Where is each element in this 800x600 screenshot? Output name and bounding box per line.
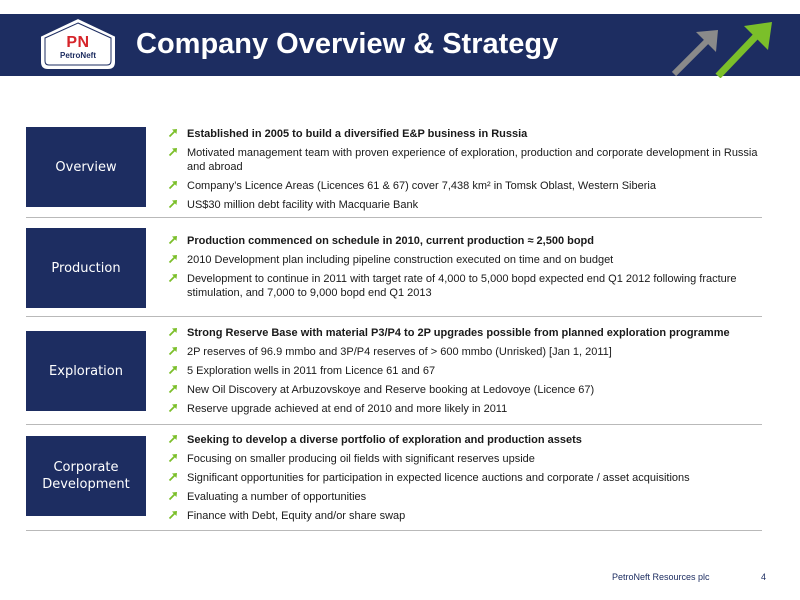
section-divider [26,530,762,531]
bullet-text: New Oil Discovery at Arbuzovskoye and Reserve booking at Ledovoye (Licence 67) [187,384,595,396]
green-arrow-icon [168,434,178,444]
bullet-text: Development to continue in 2011 with target rate of 4,000 to 5,000 bopd expected end Q1 2012 following fracture stimulation, and 7,000 to 9,000 bopd end Q1 2013 [187,273,737,299]
page-number: 4 [761,572,767,582]
bullet-list [146,433,762,528]
bullet-list [146,326,762,421]
bullet-item [146,234,762,248]
label-line: Corporate [53,460,119,475]
bullet-item [146,490,762,504]
section-corporate-development [26,430,762,530]
bullet-item [146,326,762,340]
green-arrow-icon [168,510,178,520]
green-arrow-icon [168,453,178,463]
bullet-item [146,452,762,466]
green-arrow-icon [168,128,178,138]
green-arrow-icon [168,491,178,501]
green-arrow-icon [168,403,178,413]
section-production [26,228,762,314]
petroneft-logo [38,16,118,72]
growth-arrows-icon [668,18,778,78]
label-line: Production [51,260,121,276]
bullet-item [146,433,762,447]
bullet-item [146,179,762,193]
bullet-text: Reserve upgrade achieved at end of 2010 and more likely in 2011 [187,403,508,415]
section-label-overview [26,127,146,207]
section-overview [26,124,762,214]
bullet-item [146,198,762,212]
section-label-corporate-development [26,436,146,516]
label-line: Overview [55,159,117,175]
bullet-item [146,364,762,378]
bullet-list [146,127,762,217]
section-exploration [26,324,762,424]
green-arrow-icon [168,180,178,190]
green-arrow-icon [168,384,178,394]
section-label-exploration [26,331,146,411]
bullet-item [146,253,762,267]
bullet-text: US$30 million debt facility with Macquarie Bank [187,199,419,211]
label-line: Development [42,477,130,492]
section-label-production [26,228,146,308]
logo-initials: PN [66,34,90,51]
bullet-text: Motivated management team with proven experience of exploration, production and corporate development in Russia and abroad [187,147,758,173]
green-arrow-icon [168,199,178,209]
bullet-text: 2010 Development plan including pipeline construction executed on time and on budget [187,254,614,266]
green-arrow-icon [168,147,178,157]
green-arrow-icon [168,472,178,482]
bullet-item [146,402,762,416]
bullet-item [146,509,762,523]
green-arrow-icon [168,235,178,245]
section-divider [26,424,762,425]
bullet-text: Evaluating a number of opportunities [187,491,367,503]
bullet-item [146,272,762,300]
bullet-item [146,127,762,141]
green-arrow-icon [168,254,178,264]
bullet-text: 2P reserves of 96.9 mmbo and 3P/P4 reserves of > 600 mmbo (Unrisked) [Jan 1, 2011] [187,346,612,358]
bullet-text: Production commenced on schedule in 2010, current production ≈ 2,500 bopd [187,235,594,247]
bullet-item [146,345,762,359]
bullet-text: Established in 2005 to build a diversified E&P business in Russia [187,128,528,140]
footer-company: PetroNeft Resources plc [612,572,710,582]
green-arrow-icon [168,327,178,337]
bullet-list [146,234,762,305]
green-arrow-icon [168,273,178,283]
bullet-text: Strong Reserve Base with material P3/P4 to 2P upgrades possible from planned exploration programme [187,327,730,339]
section-divider [26,316,762,317]
green-arrow-icon [168,365,178,375]
bullet-text: Significant opportunities for participation in expected licence auctions and corporate / asset acquisitions [187,472,690,484]
bullet-item [146,471,762,485]
section-divider [26,217,762,218]
green-arrow-icon [168,346,178,356]
bullet-text: Seeking to develop a diverse portfolio of exploration and production assets [187,434,582,446]
logo-name: PetroNeft [59,51,96,60]
bullet-item [146,146,762,174]
page-title: Company Overview & Strategy [136,28,559,60]
bullet-text: 5 Exploration wells in 2011 from Licence 61 and 67 [187,365,436,377]
bullet-text: Company’s Licence Areas (Licences 61 & 67) cover 7,438 km² in Tomsk Oblast, Western Siberia [187,180,656,192]
label-line: Exploration [49,363,123,379]
bullet-text: Finance with Debt, Equity and/or share swap [187,510,406,522]
bullet-text: Focusing on smaller producing oil fields with significant reserves upside [187,453,535,465]
bullet-item [146,383,762,397]
